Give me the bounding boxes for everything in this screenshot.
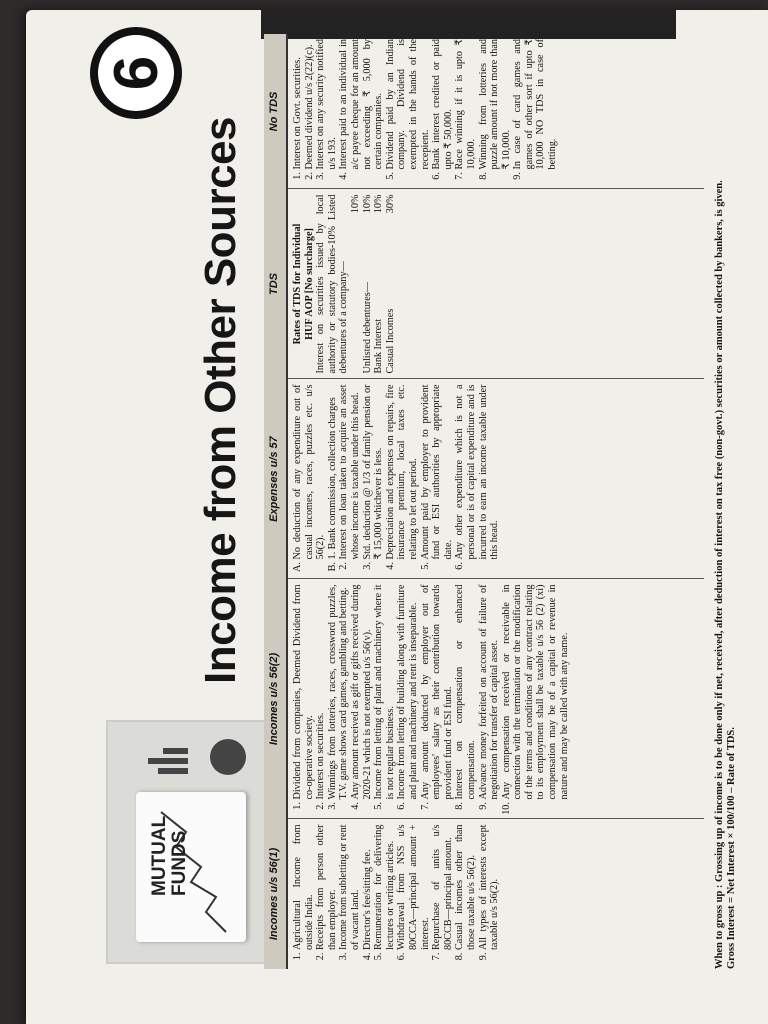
tds-rate-label: Casual Incomes <box>384 308 396 374</box>
col-incomes-56-1 <box>287 819 704 969</box>
tds-rate-label: Bank Interest <box>373 318 385 374</box>
chapter-number-badge <box>90 27 182 119</box>
list-item: 5. Remuneration for delivering lectures or writing articles. <box>373 825 396 951</box>
header-tds: TDS <box>264 189 287 379</box>
table-body-row <box>287 34 704 969</box>
list-item: 7. Any amount deducted by employer out of employees' salary as their contribution towards provident fund or ESI fund. <box>420 585 455 800</box>
list-item: A. No deduction of any expenditure out of casual incomes, races, puzzles etc. u/s 56(2). <box>292 385 327 560</box>
list-item: 1. Dividend from companies, Deemed Dividend from co-operative society. <box>292 585 315 800</box>
list-item: 8. Casual incomes other than those taxable u/s 56(2). <box>454 825 477 951</box>
list-item: 4. Any amount received as gift or gifts received during 2020-21 which is not exempted u/s 56(v). <box>350 585 373 800</box>
mutual-funds-image <box>106 720 280 964</box>
col-no-tds <box>287 34 704 189</box>
list-item: 2. Interest on securities. <box>315 585 327 800</box>
label-line-2: FUNDS <box>169 830 190 896</box>
list-item: 9. Advance money forfeited on account of failure of negotiation for transfer of capital asset. <box>478 585 501 800</box>
list-item: 6. Bank interest credited or paid upto ₹ 50,000. <box>431 39 454 170</box>
col-incomes-56-2 <box>287 579 704 819</box>
list-item: 9. In case of card games and games of other sort if upto ₹ 10,000 NO TDS in case of betting. <box>512 39 558 170</box>
list-item: 1. Interest on Govt. securities. <box>292 39 304 170</box>
table-header-row <box>264 34 287 969</box>
list-item: 1. Agricultural Income from outside India. <box>292 825 315 951</box>
list-item: 3. Interest on any security notified u/s 193. <box>315 39 338 170</box>
list-item: 5. Income from letting of plant and machinery where it is not regular business. <box>373 585 396 800</box>
tds-rate-row <box>385 195 397 374</box>
list-item: 8. Interest on compensation or enhanced compensation. <box>454 585 477 800</box>
sources-table-container <box>264 34 711 969</box>
list-item: 10. Any compensation received or receivable in connection with the termination or the modification of the terms and conditions of any contract relating to its employment shall be taxable u/s 56 (2) (xi) compensation may be of a capital or revenue in nature and may be called with any name. <box>501 585 571 800</box>
tds-rate-value: 10% <box>361 194 373 214</box>
tds-text: Interest on securities issued by local authority or statutory bodies-10% Listed debentures of a company— <box>315 194 350 374</box>
footer-line-2: Gross Interest = Net Interest × 100/100 – Rate of TDS. <box>726 727 737 969</box>
list-item: 2. Receipts from person other than employer. <box>315 825 338 951</box>
list-item: 3. Winnings from lotteries, races, crossword puzzles, T.V. game shows card games, gambling and betting. <box>327 585 350 800</box>
tds-rate-label: Unlisted debentures— <box>361 282 373 374</box>
col-expenses-57 <box>287 379 704 579</box>
chapter-number: 6 <box>98 35 174 111</box>
list-item: 4. Interest paid to an individual in a/c payee cheque for an amount not exceeding ₹ 5,000 by certain companies. <box>338 39 384 170</box>
col-tds <box>287 189 704 379</box>
list-item: 7. Race winning if it is upto ₹ 10,000. <box>454 39 477 170</box>
list-item: 9. All types of interests except taxable u/s 56(2). <box>478 825 501 951</box>
header-expenses-57: Expenses u/s 57 <box>264 379 287 579</box>
tds-rate-row <box>362 195 374 374</box>
list-item: 4. Director's fee/sitting fee. <box>362 825 374 951</box>
pie-chart-icon <box>138 732 248 782</box>
sources-table <box>264 34 704 969</box>
tds-rate-value: 30% <box>384 194 396 214</box>
tds-rate-value: 10% <box>349 194 361 214</box>
tds-rate-value: 10% <box>373 194 385 214</box>
list-item: 6. Income from letting of building along with furniture and plant and machinery and rent is inseparable. <box>396 585 419 800</box>
list-item: 2. Interest on loan taken to acquire an asset whose income is taxable under this head. <box>338 385 361 560</box>
list-item: 4. Depreciation and expenses on repairs, fire insurance premium, local taxes etc. relating to let out period. <box>385 385 420 560</box>
footer-line-1: When to gross up : Grossing up of income is to be done only if net, received, after deduction of interest on tax free (non-govt.) securities or amount collected by bankers, is given. <box>714 180 725 969</box>
list-item: B. 1. Bank commission, collection charges <box>327 385 339 560</box>
header-no-tds: No TDS <box>264 34 287 189</box>
list-item: 2. Deemed dividend u/s 2(22)(c). <box>304 39 316 170</box>
list-item: 6. Withdrawal from NSS u/s 80CCA—principal amount + interest. <box>396 825 431 951</box>
footer-note <box>714 34 738 969</box>
list-item: 5. Amount paid by employer to provident fund or ESI authorities by appropriate date. <box>420 385 455 560</box>
list-item: 3. Income from subletting or rent of vacant land. <box>338 825 361 951</box>
list-item: 8. Winning from lotteries and puzzle amount if not more than ₹ 10,000. <box>478 39 513 170</box>
list-item: 5. Dividend paid by an Indian company. Dividend is exempted in the hands of the recepient. <box>385 39 431 170</box>
tds-heading-2: HUF AOP [No surcharge] <box>303 228 315 340</box>
label-line-1: MUTUAL <box>149 815 170 896</box>
rotated-content <box>26 10 768 1024</box>
tds-rate-row <box>373 195 385 374</box>
tds-heading-1: Rates of TDS for Individual <box>292 223 303 345</box>
list-item: 7. Repurchase of units u/s 80CCB—principal amount. <box>431 825 454 951</box>
header-incomes-56-2: Incomes u/s 56(2) <box>264 579 287 819</box>
header-incomes-56-1: Incomes u/s 56(1) <box>264 819 287 969</box>
chapter-title: Income from Other Sources <box>196 117 245 684</box>
list-item: 3. Std. deduction @ 1/3 of family pension or ₹ 15,000 whichever is less. <box>362 385 385 560</box>
tds-rate-row <box>350 195 362 374</box>
mutual-funds-label <box>150 816 190 896</box>
list-item: 6. Any other expenditure which is not a personal or is of capital expenditure and is incurred to earn an income taxable under this head. <box>454 385 500 560</box>
book-page <box>26 10 768 1024</box>
